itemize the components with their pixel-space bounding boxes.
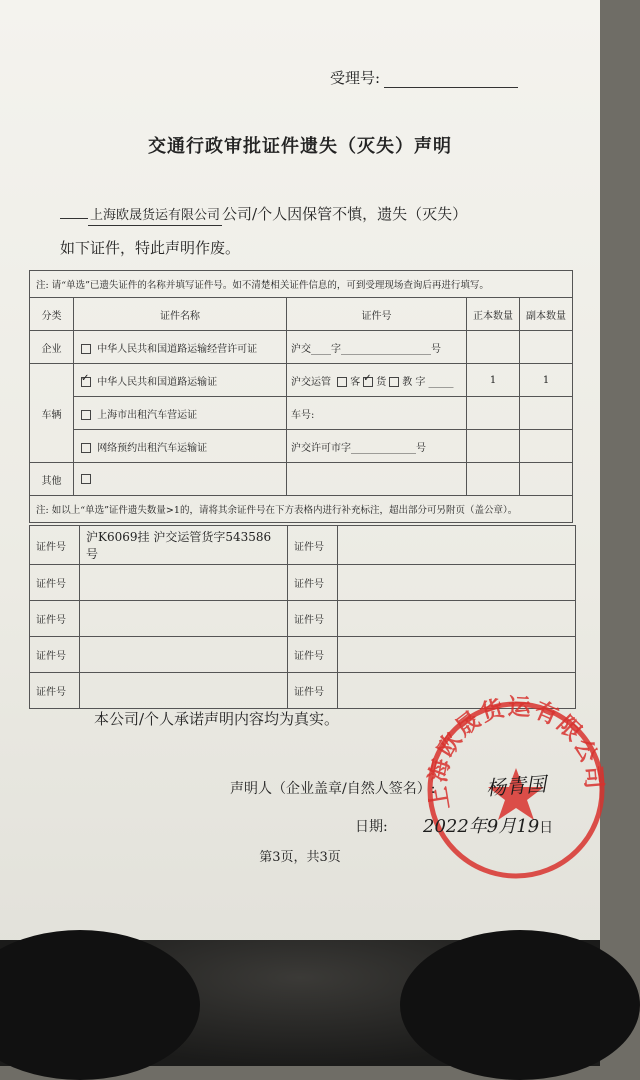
- cert-name: 中华人民共和国道路运输证: [97, 376, 218, 388]
- cert-no-label: 证件号: [288, 673, 338, 709]
- copy-count-cell: 1: [520, 364, 573, 397]
- cert-no-label: 证件号: [30, 673, 80, 709]
- original-count-cell: [467, 430, 520, 463]
- cert-no-label: 证件号: [30, 565, 80, 601]
- header-original-count: 正本数量: [467, 298, 520, 331]
- table-row: [30, 463, 573, 496]
- cert-name-cell: [74, 397, 287, 430]
- copy-count-cell: [520, 331, 573, 364]
- checkbox[interactable]: [81, 344, 91, 354]
- cert-no-cell: 车号:: [287, 397, 467, 430]
- cert-no-value[interactable]: [338, 526, 576, 565]
- copy-count-cell: [520, 430, 573, 463]
- cert-name: 网络预约出租汽车运输证: [97, 442, 208, 454]
- cert-name-cell: [74, 331, 287, 364]
- cert-no-cell: 沪交许可市字_____________号: [287, 430, 467, 463]
- cert-no-value[interactable]: [80, 673, 288, 709]
- seal-text: 上海欧晟货运有限公司: [424, 693, 608, 812]
- checkbox-checked[interactable]: [81, 377, 91, 387]
- date-suffix: 日: [539, 820, 554, 836]
- page-number: 第3页，共3页: [259, 850, 341, 865]
- checkbox[interactable]: [337, 377, 347, 387]
- cert-no-label: 证件号: [288, 601, 338, 637]
- declarer-label: 声明人（企业盖章/自然人签名）:: [230, 781, 436, 797]
- cert-no-value[interactable]: 沪K6069挂 沪交运管货字543586号: [80, 526, 288, 565]
- cert-no-label: 证件号: [30, 601, 80, 637]
- cert-no-part: 沪交运管: [291, 376, 331, 388]
- cert-name: 上海市出租汽车营运证: [97, 409, 198, 421]
- original-count-cell: 1: [467, 364, 520, 397]
- checkbox[interactable]: [81, 410, 91, 420]
- company-name: 上海欧晟货运有限公司: [88, 207, 222, 226]
- cert-no-value[interactable]: [80, 601, 288, 637]
- table-row: [30, 397, 573, 430]
- checkbox[interactable]: [389, 377, 399, 387]
- handwritten-signature: 杨青国: [485, 771, 547, 801]
- cert-no-value[interactable]: [80, 565, 288, 601]
- statement-line-1-rest: 公司/个人因保管不慎，遗失（灭失）: [222, 205, 468, 223]
- cert-name-cell: [74, 463, 287, 496]
- supplementary-cert-table: [29, 525, 576, 709]
- table-row: [30, 430, 573, 463]
- cert-no-value[interactable]: [338, 565, 576, 601]
- table-row: [30, 601, 576, 637]
- header-cert-name: 证件名称: [74, 298, 287, 331]
- cert-no-label: 证件号: [288, 637, 338, 673]
- handwritten-date: [423, 812, 553, 838]
- background-shadow-right: [400, 930, 640, 1080]
- table-note-top: 注: 请“单选”已遗失证件的名称并填写证件号。如不清楚相关证件信息的，可到受理现场查询后再进行填写。: [30, 271, 573, 298]
- table-row: [30, 526, 576, 565]
- cert-no-cell: 沪交____字__________________号: [287, 331, 467, 364]
- header-cert-no: 证件号: [287, 298, 467, 331]
- date-value: 2022年9月19: [423, 816, 540, 837]
- table-row: [30, 331, 573, 364]
- cert-no-cell: [287, 463, 467, 496]
- checkbox[interactable]: [81, 443, 91, 453]
- receipt-blank-line: [384, 73, 518, 88]
- cert-no-part: 沪交许可市字: [291, 442, 351, 454]
- cert-no-part: 字: [415, 376, 426, 388]
- checkbox-checked[interactable]: [363, 377, 373, 387]
- date-label: 日期:: [355, 819, 388, 835]
- original-count-cell: [467, 463, 520, 496]
- cert-no-label: 证件号: [30, 637, 80, 673]
- header-category: 分类: [30, 298, 74, 331]
- cert-no-value[interactable]: [80, 637, 288, 673]
- cert-no-cell: 沪交运管 客✓ 货 教 字 _____: [287, 364, 467, 397]
- blank-prefix: [60, 206, 88, 219]
- original-count-cell: [467, 331, 520, 364]
- cert-no-label: 证件号: [288, 565, 338, 601]
- document-title: 交通行政审批证件遗失（灭失）声明: [148, 136, 452, 157]
- cert-no-part: 号: [431, 343, 441, 355]
- cert-no-value[interactable]: [338, 637, 576, 673]
- category-vehicle: 车辆: [30, 364, 74, 463]
- option-label: 教: [402, 376, 413, 388]
- table-row: [30, 364, 573, 397]
- cert-no-part: 字: [331, 343, 341, 355]
- receipt-number-field: [330, 67, 518, 88]
- cert-no-label: 证件号: [30, 526, 80, 565]
- checkbox[interactable]: [81, 474, 91, 484]
- option-label: 客: [350, 376, 361, 388]
- statement-line-2: 如下证件，特此声明作废。: [60, 239, 241, 257]
- lost-certificate-table: [29, 270, 573, 523]
- cert-name-cell: [74, 364, 287, 397]
- cert-no-label: 证件号: [288, 526, 338, 565]
- cert-no-value[interactable]: [338, 601, 576, 637]
- category-other: 其他: [30, 463, 74, 496]
- header-copy-count: 副本数量: [520, 298, 573, 331]
- option-label: 货: [376, 376, 387, 388]
- copy-count-cell: [520, 463, 573, 496]
- cert-no-part: 沪交: [291, 343, 311, 355]
- table-note-bottom: 注: 如以上“单选”证件遗失数量>1的，请将其余证件号在下方表格内进行补充标注，超出部分可另附页（盖公章）。: [30, 496, 573, 523]
- statement-line-1: [60, 204, 560, 226]
- category-enterprise: 企业: [30, 331, 74, 364]
- table-row: [30, 565, 576, 601]
- cert-no-part: 号: [416, 442, 426, 454]
- cert-name-cell: [74, 430, 287, 463]
- cert-name: 中华人民共和国道路运输经营许可证: [97, 343, 258, 355]
- table-row: [30, 637, 576, 673]
- copy-count-cell: [520, 397, 573, 430]
- receipt-label: 受理号:: [330, 69, 381, 87]
- commitment-text: 本公司/个人承诺声明内容均为真实。: [94, 710, 340, 728]
- original-count-cell: [467, 397, 520, 430]
